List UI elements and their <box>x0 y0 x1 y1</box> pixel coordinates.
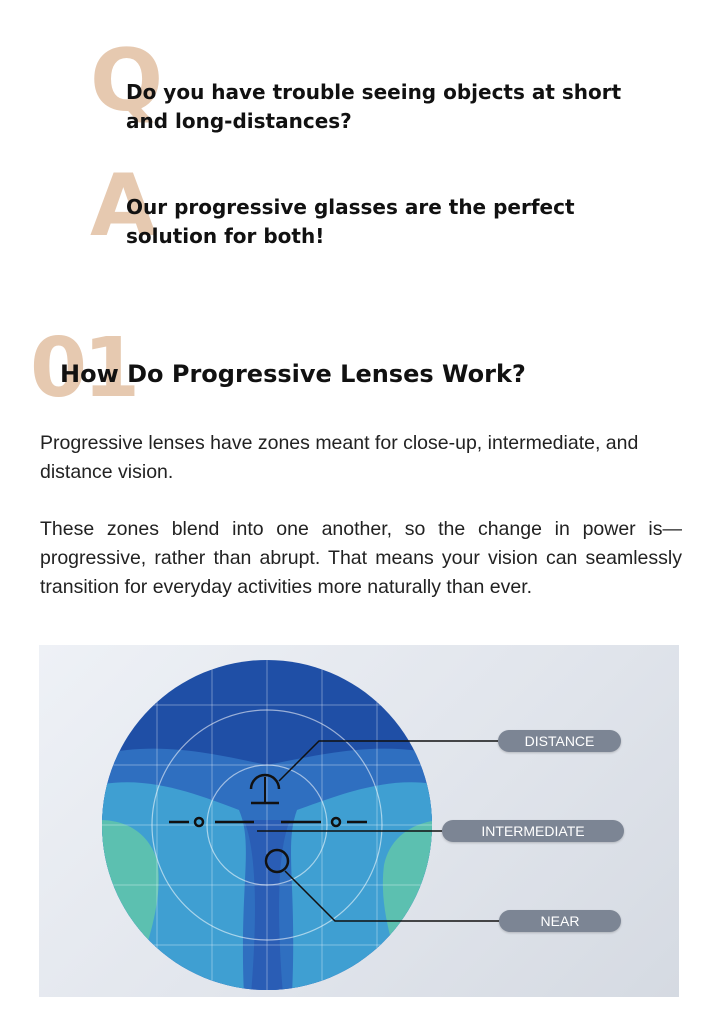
answer-text: Our progressive glasses are the perfect solution for both! <box>126 195 575 248</box>
intermediate-label: INTERMEDIATE <box>442 820 624 842</box>
a-letter: A <box>90 156 157 256</box>
near-label: NEAR <box>499 910 621 932</box>
distance-label: DISTANCE <box>498 730 621 752</box>
question-text: Do you have trouble seeing objects at short and long-distances? <box>126 80 622 133</box>
lens-disc <box>99 655 439 995</box>
section-title: How Do Progressive Lenses Work? <box>60 360 526 388</box>
section-heading <box>30 321 670 416</box>
section-number: 01 <box>30 321 137 416</box>
paragraph-blend: These zones blend into one another, so the change in power is—progressive, rather than abrupt. That means your vision can seamlessly transition for everyday activities more naturally than ever. <box>40 518 682 598</box>
lens-diagram <box>39 645 679 997</box>
teal-left-zone <box>99 820 159 995</box>
q-letter: Q <box>90 31 164 131</box>
paragraph-zones: Progressive lenses have zones meant for close-up, intermediate, and distance vision. <box>40 432 639 483</box>
